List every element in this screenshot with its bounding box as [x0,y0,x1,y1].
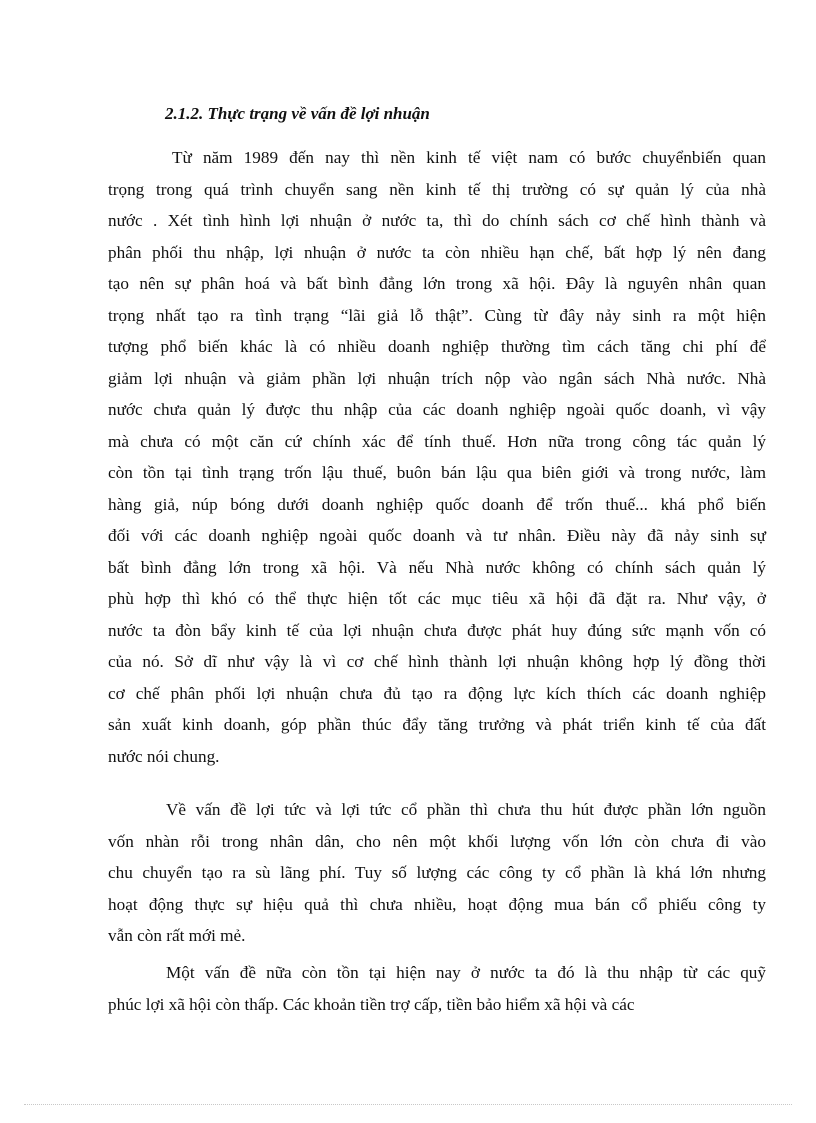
text-line: mà chưa có một căn cứ chính xác để tính thuế. Hơn nữa trong công tác quản lý [108,431,766,451]
text-line: của nó. Sở dĩ như vậy là vì cơ chế hình thành lợi nhuận không hợp lý đồng thời [108,652,766,671]
text-line: Một vấn đề nữa còn tồn tại hiện nay ở nước ta đó là thu nhập từ các quỹ [166,963,766,982]
text-line: còn tồn tại tình trạng trốn lậu thuế, buôn bán lậu qua biên giới và trong nước, làm [108,463,766,482]
section-heading: 2.1.2. Thực trạng về vấn đề lợi nhuận [165,104,430,123]
text-line: nước ta đòn bẩy kinh tế của lợi nhuận chưa được phát huy đúng sức mạnh vốn có [108,620,766,640]
text-line: hoạt động thực sự hiệu quả thì chưa nhiều, hoạt động mua bán cổ phiếu công ty [108,894,766,914]
text-line: tượng phổ biến khác là có nhiều doanh nghiệp thường tìm cách tăng chi phí để [108,337,766,356]
text-line: trọng trong quá trình chuyển sang nền kinh tế thị trường có sự quản lý của nhà [108,179,766,199]
text-line: phân phối thu nhập, lợi nhuận ở nước ta còn nhiều hạn chế, bất hợp lý nên đang [108,242,766,262]
paragraph-dividends [108,794,766,952]
text-line: chu chuyển tạo ra sù lãng phí. Tuy số lượng các công ty cổ phần là khá lớn nhưng [108,863,766,882]
text-line: phúc lợi xã hội còn thấp. Các khoản tiền trợ cấp, tiền bảo hiểm xã hội và các [108,994,635,1014]
text-line: phù hợp thì khó có thể thực hiện tốt các mục tiêu xã hội đã đặt ra. Như vậy, ở [108,589,766,608]
paragraph-current-situation [108,142,766,772]
text-line: giảm lợi nhuận và giảm phần lợi nhuận trích nộp vào ngân sách Nhà nước. Nhà [108,368,766,388]
paragraph-welfare-funds [108,957,766,1020]
text-line: vẫn còn rất mới mẻ. [108,926,246,945]
text-line: trọng nhất tạo ra tình trạng “lãi giả lỗ thật”. Cùng từ đây nảy sinh ra một hiện [108,305,766,325]
text-line: nước nói chung. [108,746,220,766]
text-line: Về vấn đề lợi tức và lợi tức cổ phần thì chưa thu hút được phần lớn nguồn [166,800,766,819]
text-line: vốn nhàn rỗi trong nhân dân, cho nên một khối lượng vốn lớn còn chưa đi vào [108,831,766,851]
text-line: hàng giả, núp bóng dưới doanh nghiệp quốc doanh để trốn thuế... khá phổ biến [108,494,766,514]
text-line: bất bình đẳng lớn trong xã hội. Và nếu Nhà nước không có chính sách quản lý [108,557,766,577]
text-line: đối với các doanh nghiệp ngoài quốc doanh và tư nhân. Điều này đã nảy sinh sự [108,526,766,545]
text-line: nước . Xét tình hình lợi nhuận ở nước ta, thì do chính sách cơ chế hình thành và [108,211,766,230]
text-line: Từ năm 1989 đến nay thì nền kinh tế việt nam có bước chuyểnbiến quan [172,148,766,167]
text-line: cơ chế phân phối lợi nhuận chưa đủ tạo ra động lực kích thích các doanh nghiệp [108,683,766,703]
page-footer-divider [24,1104,792,1105]
text-line: sản xuất kinh doanh, góp phần thúc đẩy tăng trưởng và phát triển kinh tế của đất [108,715,766,734]
text-line: nước chưa quản lý được thu nhập của các doanh nghiệp ngoài quốc doanh, vì vậy [108,400,766,419]
text-line: tạo nên sự phân hoá và bất bình đẳng lớn trong xã hội. Đây là nguyên nhân quan [108,274,766,293]
